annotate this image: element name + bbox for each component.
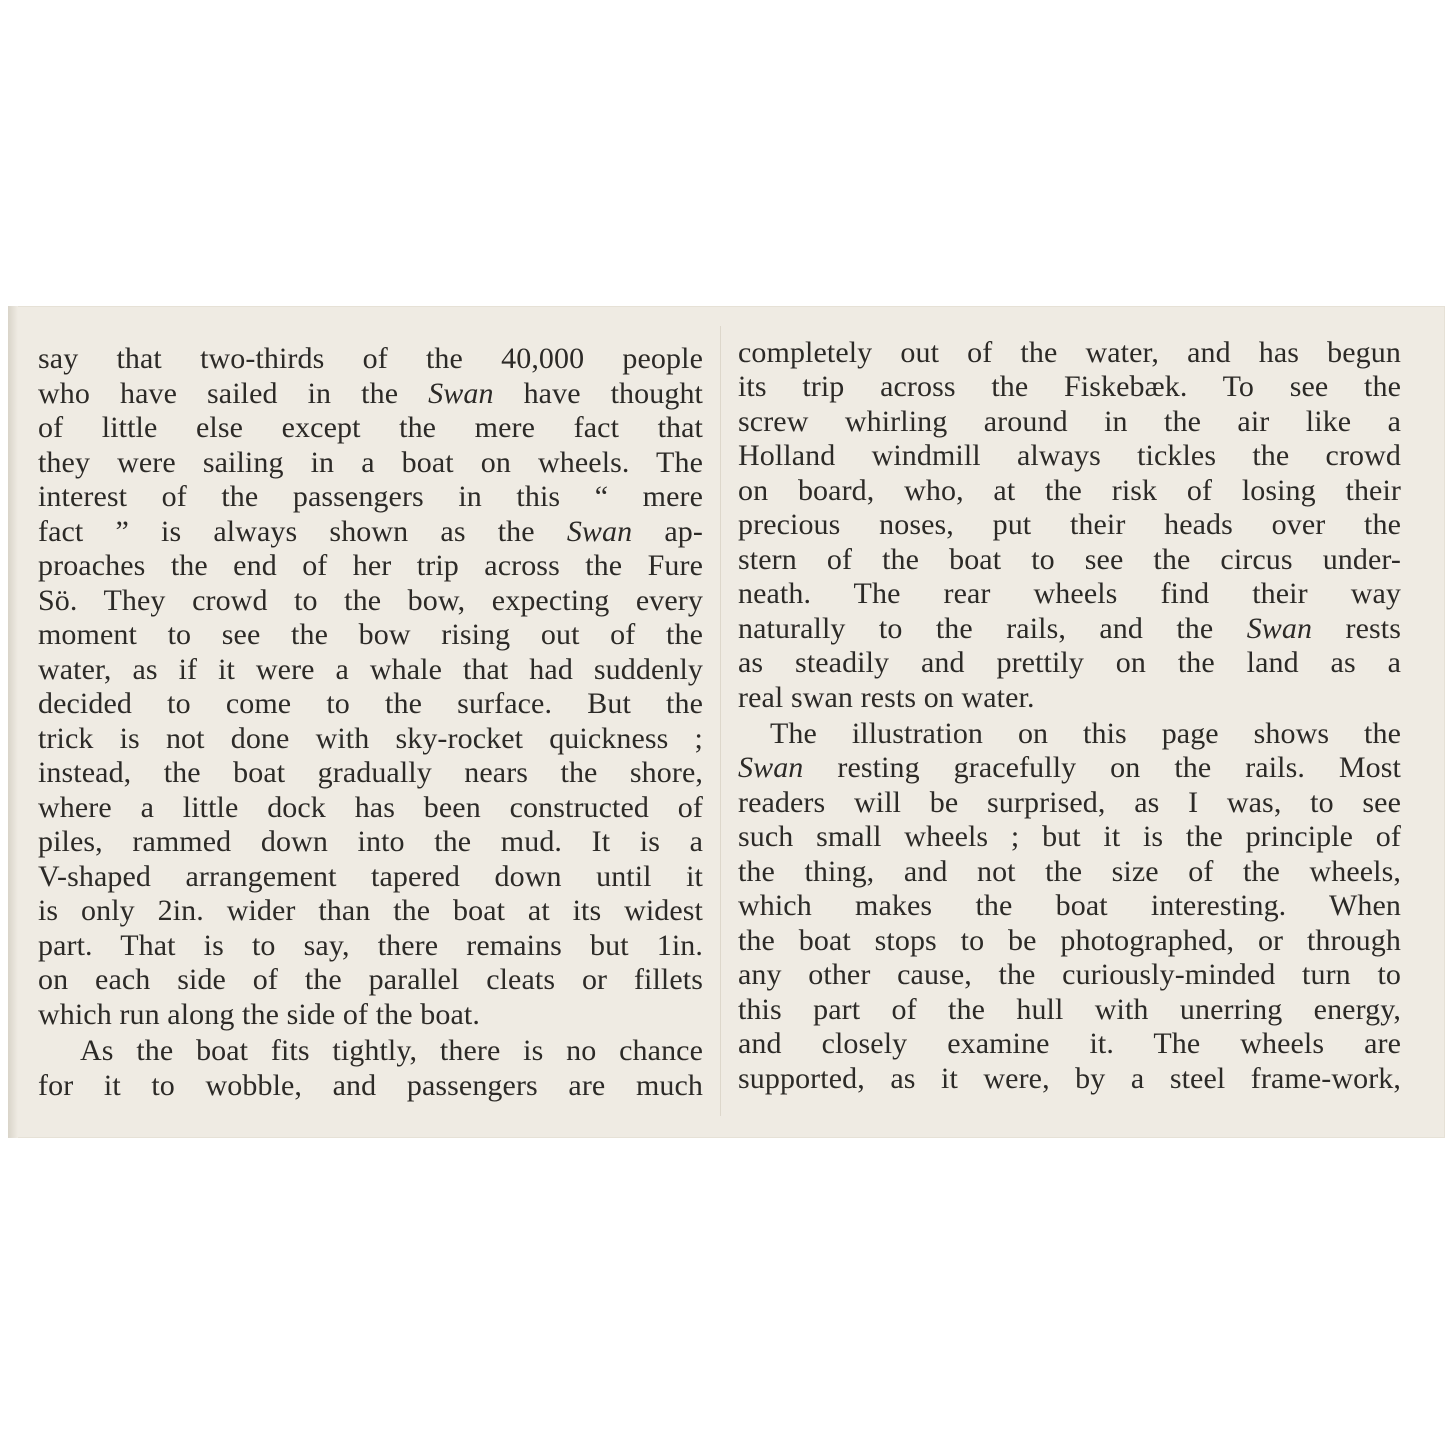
- text-line: decided to come to the surface. But the: [38, 687, 703, 720]
- text-line: on board, who, at the risk of losing their: [738, 474, 1401, 507]
- text-line: the boat stops to be photographed, or through: [738, 924, 1401, 957]
- text-line: as steadily and prettily on the land as a: [738, 646, 1401, 679]
- text-line: fact ” is always shown as the Swan ap-: [38, 515, 703, 548]
- text-line: moment to see the bow rising out of the: [38, 618, 703, 651]
- text-line: stern of the boat to see the circus under-: [738, 543, 1401, 576]
- text-line: and closely examine it. The wheels are: [738, 1027, 1401, 1060]
- column-gutter: [720, 326, 721, 1116]
- text-line: any other cause, the curiously-minded turn to: [738, 958, 1401, 991]
- text-line: Swan resting gracefully on the rails. Most: [738, 751, 1401, 784]
- text-line: completely out of the water, and has begun: [738, 336, 1401, 369]
- text-line: on each side of the parallel cleats or fillets: [38, 963, 703, 996]
- text-line: they were sailing in a boat on wheels. The: [38, 446, 703, 479]
- ship-name-italic: Swan: [738, 751, 804, 784]
- paragraph-start-line: The illustration on this page shows the: [770, 717, 1401, 750]
- text-line: its trip across the Fiskebæk. To see the: [738, 370, 1401, 403]
- text-line: V-shaped arrangement tapered down until it: [38, 860, 703, 893]
- text-line: of little else except the mere fact that: [38, 411, 703, 444]
- text-line: part. That is to say, there remains but 1in.: [38, 929, 703, 962]
- text-line: where a little dock has been constructed of: [38, 791, 703, 824]
- text-line: neath. The rear wheels find their way: [738, 577, 1401, 610]
- text-line: screw whirling around in the air like a: [738, 405, 1401, 438]
- ship-name-italic: Swan: [428, 377, 494, 410]
- text-line: real swan rests on water.: [738, 681, 1035, 714]
- text-line: the thing, and not the size of the wheels,: [738, 855, 1401, 888]
- text-line: naturally to the rails, and the Swan rests: [738, 612, 1401, 645]
- text-line: piles, rammed down into the mud. It is a: [38, 825, 703, 858]
- text-line: such small wheels ; but it is the principle of: [738, 820, 1401, 853]
- text-line: proaches the end of her trip across the Fure: [38, 549, 703, 582]
- text-line: say that two-thirds of the 40,000 people: [38, 342, 703, 375]
- text-line: supported, as it were, by a steel frame-work,: [738, 1062, 1401, 1095]
- text-line: is only 2in. wider than the boat at its widest: [38, 894, 703, 927]
- text-line: Sö. They crowd to the bow, expecting every: [38, 584, 703, 617]
- text-line: water, as if it were a whale that had suddenly: [38, 653, 703, 686]
- text-line: readers will be surprised, as I was, to see: [738, 786, 1401, 819]
- text-line: trick is not done with sky-rocket quickness ;: [38, 722, 703, 755]
- text-line: which run along the side of the boat.: [38, 998, 480, 1031]
- text-line: who have sailed in the Swan have thought: [38, 377, 703, 410]
- left-column: [38, 306, 703, 1138]
- paragraph-start-line: As the boat fits tightly, there is no chance: [80, 1034, 703, 1067]
- text-line: for it to wobble, and passengers are much: [38, 1069, 703, 1102]
- text-line: interest of the passengers in this “ mere: [38, 480, 703, 513]
- text-line: which makes the boat interesting. When: [738, 889, 1401, 922]
- text-line: this part of the hull with unerring energy,: [738, 993, 1401, 1026]
- text-line: Holland windmill always tickles the crowd: [738, 439, 1401, 472]
- text-line: instead, the boat gradually nears the shore,: [38, 756, 703, 789]
- ship-name-italic: Swan: [1246, 612, 1313, 645]
- magazine-clipping: [8, 306, 1445, 1138]
- right-column: [738, 306, 1401, 1138]
- ship-name-italic: Swan: [566, 515, 633, 548]
- text-line: precious noses, put their heads over the: [738, 508, 1401, 541]
